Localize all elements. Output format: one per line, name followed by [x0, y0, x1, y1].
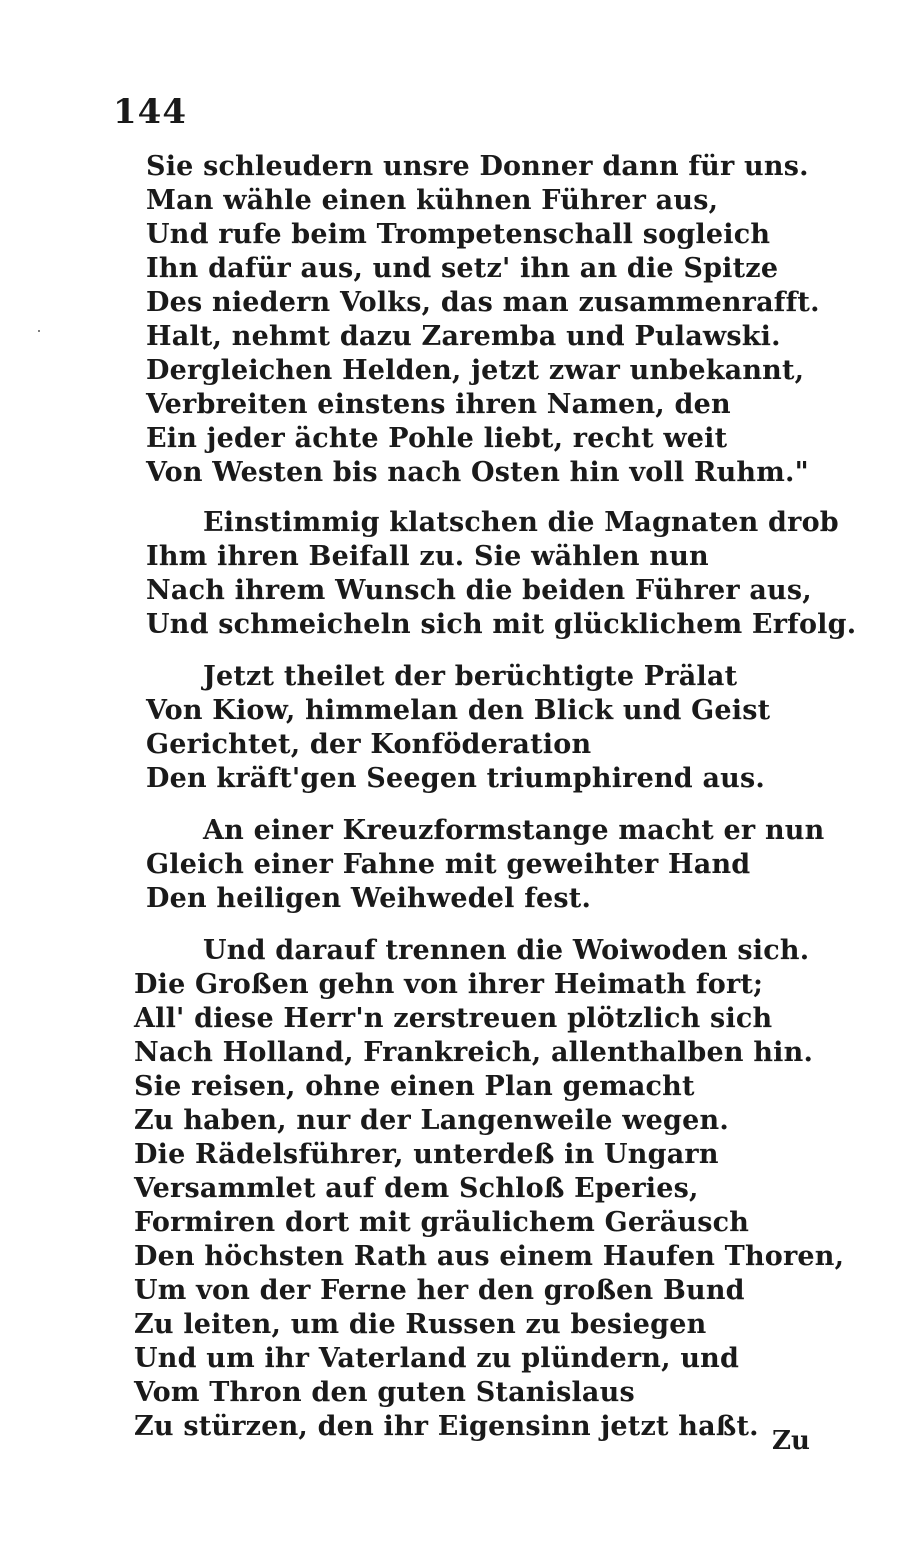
verse-line: Einstimmig klatschen die Magnaten drob	[203, 507, 839, 538]
verse-line: Ihn dafür aus, und setz' ihn an die Spitze	[146, 253, 779, 284]
catchword: Zu	[772, 1426, 810, 1456]
verse-line: Zu leiten, um die Russen zu besiegen	[134, 1309, 707, 1340]
verse-line: Und rufe beim Trompetenschall sogleich	[146, 219, 771, 250]
verse-line: Den kräft'gen Seegen triumphirend aus.	[146, 763, 765, 794]
verse-line: Gerichtet, der Konföderation	[146, 729, 592, 760]
verse-line: Man wähle einen kühnen Führer aus,	[146, 185, 719, 216]
verse-line: Zu haben, nur der Langenweile wegen.	[134, 1105, 729, 1136]
verse-line: Jetzt theilet der berüchtigte Prälat	[203, 661, 738, 692]
verse-line: Den höchsten Rath aus einem Haufen Thoren,	[134, 1241, 845, 1272]
verse-line: Die Großen gehn von ihrer Heimath fort;	[134, 969, 764, 1000]
verse-line: Verbreiten einstens ihren Namen, den	[146, 389, 731, 420]
verse-line: Und schmeicheln sich mit glücklichem Erfolg.	[146, 609, 857, 640]
verse-line: Und um ihr Vaterland zu plündern, und	[134, 1343, 740, 1374]
verse-line: Nach Holland, Frankreich, allenthalben hin.	[134, 1037, 814, 1068]
verse-line: Um von der Ferne her den großen Bund	[134, 1275, 745, 1306]
verse-line: Von Westen bis nach Osten hin voll Ruhm."	[146, 457, 809, 488]
verse-line: Von Kiow, himmelan den Blick und Geist	[146, 695, 771, 726]
verse-line: Den heiligen Weihwedel fest.	[146, 883, 592, 914]
verse-line: All' diese Herr'n zerstreuen plötzlich sich	[134, 1003, 773, 1034]
verse-line: Gleich einer Fahne mit geweihter Hand	[146, 849, 751, 880]
verse-line: An einer Kreuzformstange macht er nun	[203, 815, 825, 846]
verse-line: Und darauf trennen die Woiwoden sich.	[203, 935, 810, 966]
verse-line: Dergleichen Helden, jetzt zwar unbekannt,	[146, 355, 805, 386]
verse-line: Des niedern Volks, das man zusammenrafft.	[146, 287, 820, 318]
page-number: 144	[113, 92, 187, 132]
margin-mark	[38, 330, 40, 332]
verse-line: Vom Thron den guten Stanislaus	[134, 1377, 635, 1408]
verse-line: Sie reisen, ohne einen Plan gemacht	[134, 1071, 695, 1102]
verse-line: Sie schleudern unsre Donner dann für uns.	[146, 151, 809, 182]
verse-line: Zu stürzen, den ihr Eigensinn jetzt haßt.	[134, 1411, 759, 1442]
verse-line: Formiren dort mit gräulichem Geräusch	[134, 1207, 750, 1238]
verse-line: Nach ihrem Wunsch die beiden Führer aus,	[146, 575, 812, 606]
verse-line: Versammlet auf dem Schloß Eperies,	[134, 1173, 699, 1204]
verse-line: Halt, nehmt dazu Zaremba und Pulawski.	[146, 321, 781, 352]
verse-line: Ein jeder ächte Pohle liebt, recht weit	[146, 423, 728, 454]
verse-line: Ihm ihren Beifall zu. Sie wählen nun	[146, 541, 709, 572]
verse-line: Die Rädelsführer, unterdeß in Ungarn	[134, 1139, 719, 1170]
